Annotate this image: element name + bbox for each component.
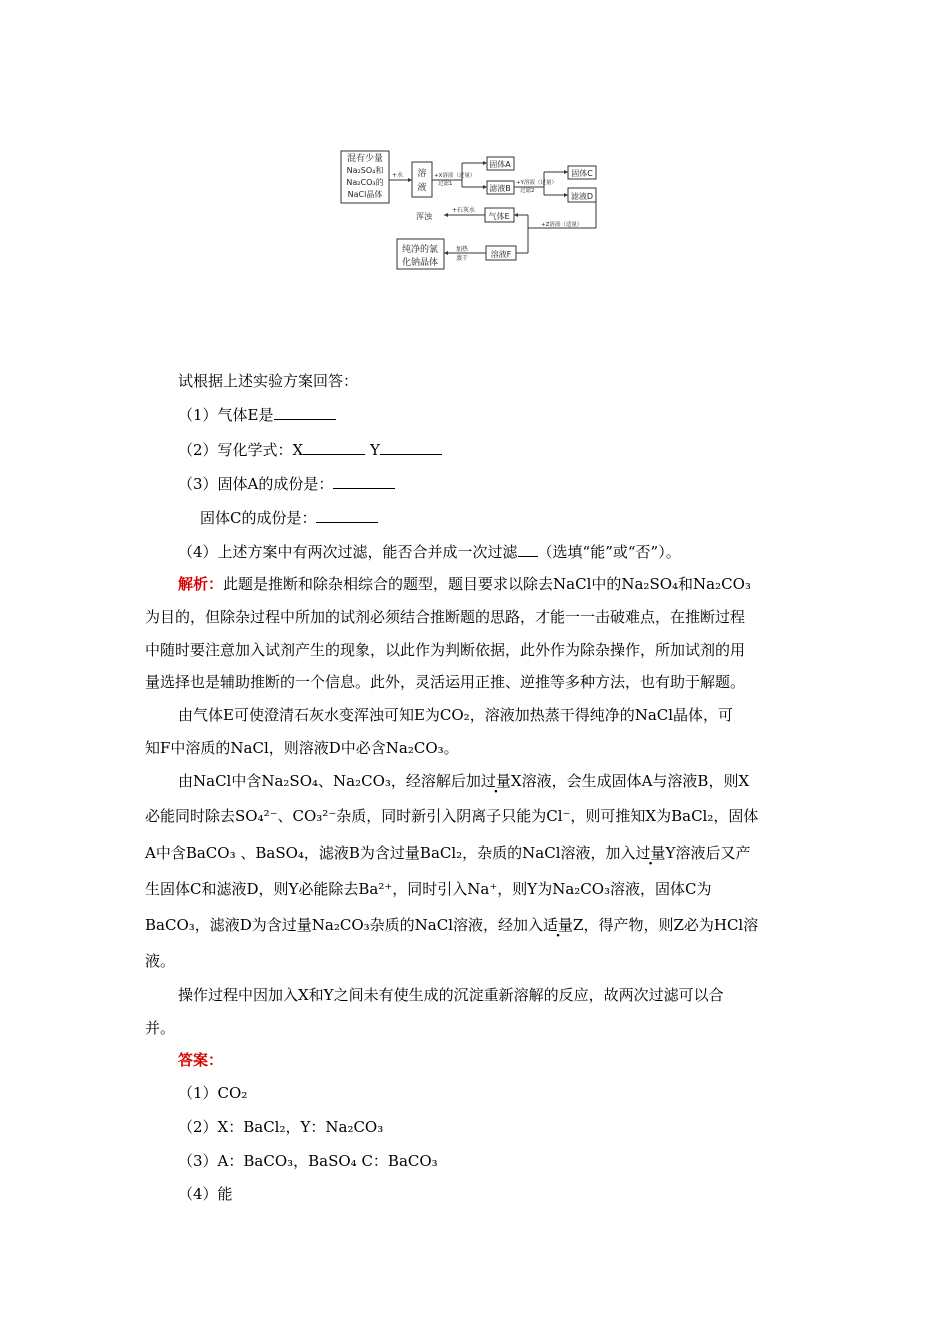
analysis-p3-l3a: A中含BaCO₃ 、BaSO₄，滤液B为含过量BaCl₂，杂质的NaCl溶液，加入	[145, 844, 636, 862]
filtrate-d-label: 滤液D	[570, 192, 594, 201]
mix-line-1: 混有少量	[346, 154, 384, 164]
heat-label-1: 加热	[456, 246, 469, 253]
question-4	[178, 542, 681, 562]
analysis-p4-l2: 并。	[145, 1019, 176, 1037]
mix-line-4: NaCl晶体	[347, 190, 383, 199]
question-4-text: （4）上述方案中有两次过滤，能否合并成一次过滤	[178, 543, 518, 561]
gas-e-label: 气体E	[488, 212, 510, 221]
question-3-text-c: 固体C的成份是：	[200, 509, 317, 527]
analysis-p1-l2: 为目的，但除杂过程中所加的试剂必须结合推断题的思路，才能一一击破难点，在推断过程	[145, 608, 746, 626]
analysis-p1-l3: 中随时要注意加入试剂产生的现象，以此作为判断依据，此外作为除杂操作，所加试剂的用	[145, 641, 746, 659]
solution-line-1: 溶	[417, 169, 427, 179]
mix-line-2: Na₂SO₄和	[346, 166, 384, 175]
turbid-label: 浑浊	[416, 212, 432, 221]
heat-label-2: 蒸干	[456, 255, 469, 262]
answer-blank-x[interactable]	[303, 440, 365, 455]
analysis-p3-l3b: Y溶液后又产	[665, 844, 751, 862]
answer-blank-1[interactable]	[274, 405, 336, 420]
question-3	[178, 474, 395, 494]
solid-c-label: 固体C	[571, 169, 593, 178]
analysis-p3-l2: 必能同时除去SO₄²⁻、CO₃²⁻杂质，同时新引入阴离子只能为Cl⁻，则可推知X为BaCl₂，固体	[145, 807, 759, 825]
mix-line-3: Na₂CO₃的	[346, 178, 384, 187]
analysis-p3-l5a: BaCO₃，滤液D为含过量Na₂CO₃杂质的NaCl溶液，经加入	[145, 916, 543, 934]
answer-blank-c[interactable]	[316, 508, 378, 523]
question-2-text-y: Y	[365, 441, 380, 459]
flow-diagram	[330, 140, 620, 280]
question-3b	[200, 508, 378, 528]
pure-line-2: 化钠晶体	[401, 258, 439, 268]
water-label: +水	[392, 172, 404, 179]
analysis-p2-l2: 知F中溶质的NaCl，则溶液D中必含Na₂CO₃。	[145, 739, 459, 757]
analysis-p3-l5b: Z，得产物，则Z必为HCl溶	[573, 916, 759, 934]
y-label-2: 过滤2	[520, 188, 535, 194]
analysis-p3-l4: 生固体C和滤液D，则Y必能除去Ba²⁺，同时引入Na⁺，则Y为Na₂CO₃溶液，固体C为	[145, 880, 712, 898]
analysis-p1-l4: 量选择也是辅助推断的一个信息。此外，灵活运用正推、逆推等多种方法，也有助于解题。	[145, 673, 746, 691]
analysis-label: 解析：	[178, 575, 224, 593]
question-1	[178, 405, 336, 425]
answer-blank-4[interactable]	[518, 542, 538, 557]
emphasis-appropriate: 适量	[543, 916, 574, 934]
z-label: +Z溶液（适量）	[541, 222, 583, 228]
limewater-label: +石灰水	[452, 207, 476, 214]
emphasis-excess-1: 过量	[480, 772, 511, 790]
question-4-hint: （选填“能”或“否”）。	[537, 543, 681, 561]
analysis-p3-l1b: X溶液，会生成固体A与溶液B，则X	[510, 772, 750, 790]
analysis-p3-l1a: 由NaCl中含Na₂SO₄、Na₂CO₃，经溶解后加	[178, 772, 481, 790]
question-1-text: （1）气体E是	[178, 406, 274, 424]
analysis-p3-l3	[145, 843, 750, 863]
analysis-p1-l1: 此题是推断和除杂相综合的题型，题目要求以除去NaCl中的Na₂SO₄和Na₂CO₃	[223, 575, 751, 593]
solid-a-label: 固体A	[489, 160, 511, 169]
x-label-2: 过滤1	[438, 181, 453, 187]
question-2-text-x: （2）写化学式：X	[178, 441, 304, 459]
analysis-p4-l1: 操作过程中因加入X和Y之间未有使生成的沉淀重新溶解的反应，故两次过滤可以合	[178, 986, 724, 1004]
filtrate-b-label: 滤液B	[489, 184, 511, 193]
answer-blank-y[interactable]	[380, 440, 442, 455]
analysis-p2-l1: 由气体E可使澄清石灰水变浑浊可知E为CO₂，溶液加热蒸干得纯净的NaCl晶体，可	[178, 706, 734, 724]
answer-2: （2）X：BaCl₂，Y：Na₂CO₃	[178, 1118, 384, 1136]
question-3-text-a: （3）固体A的成份是：	[178, 475, 334, 493]
analysis-p3-l5	[145, 915, 758, 935]
answer-3: （3）A：BaCO₃，BaSO₄ C：BaCO₃	[178, 1152, 438, 1170]
flow-diagram-svg	[330, 140, 620, 280]
analysis-line-1	[178, 574, 751, 594]
x-label-1: +X溶液（过量）	[434, 173, 476, 179]
y-label-1: +Y溶液（过量）	[516, 180, 557, 186]
answer-blank-a[interactable]	[333, 474, 395, 489]
question-intro: 试根据上述实验方案回答：	[178, 372, 359, 390]
emphasis-excess-2: 过量	[635, 844, 666, 862]
analysis-p3-l1	[178, 771, 749, 791]
solution-line-2: 液	[417, 183, 427, 193]
question-2	[178, 440, 442, 460]
pure-line-1: 纯净的氯	[401, 245, 439, 255]
analysis-p3-l6: 液。	[145, 952, 176, 970]
answer-1: （1）CO₂	[178, 1084, 248, 1102]
solution-f-label: 溶液F	[490, 250, 512, 259]
answer-4: （4）能	[178, 1185, 233, 1203]
answers-label: 答案：	[178, 1051, 224, 1069]
